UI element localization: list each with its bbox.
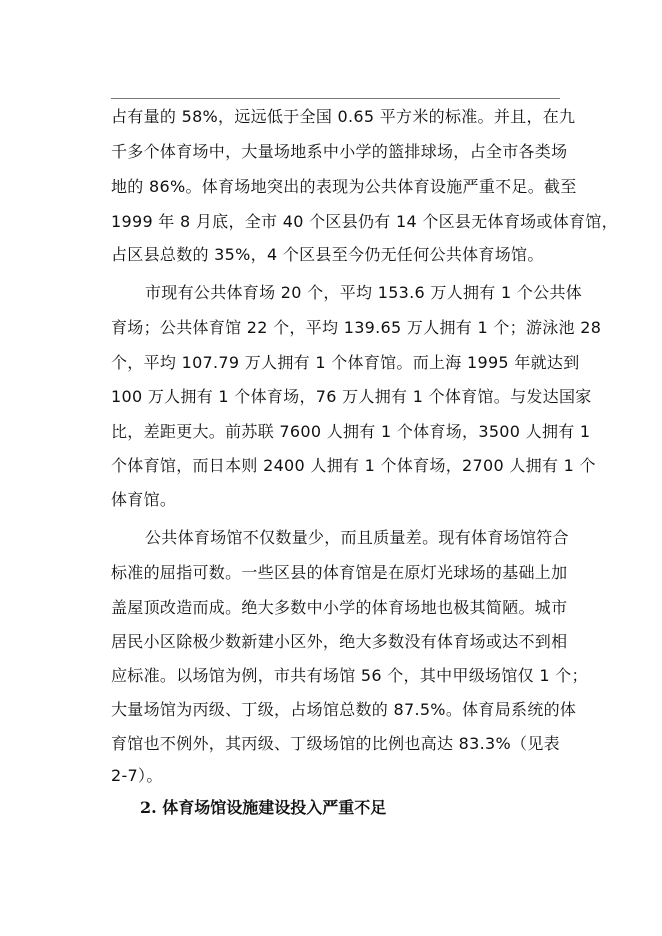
text-line: 个体育馆，而日本则 2400 人拥有 1 个体育场，2700 人拥有 1 个 — [111, 456, 596, 475]
text-line: 比，差距更大。前苏联 7600 人拥有 1 个体育场，3500 人拥有 1 — [111, 422, 591, 441]
section-heading: 2. 体育场馆设施建设投入严重不足 — [140, 798, 387, 817]
text-line: 盖屋顶改造而成。绝大多数中小学的体育场地也极其简陋。城市 — [111, 598, 568, 617]
text-line: 占有量的 58%，远远低于全国 0.65 平方米的标准。并且，在九 — [111, 107, 576, 126]
text-line: 100 万人拥有 1 个体育场，76 万人拥有 1 个体育馆。与发达国家 — [111, 387, 592, 406]
text-line: 育场；公共体育馆 22 个，平均 139.65 万人拥有 1 个；游泳池 28 — [111, 318, 602, 337]
header-rule — [111, 98, 560, 99]
text-line: 占区县总数的 35%，4 个区县至今仍无任何公共体育场馆。 — [111, 245, 544, 264]
text-line: 市现有公共体育场 20 个，平均 153.6 万人拥有 1 个公共体 — [145, 283, 583, 302]
text-line: 公共体育场馆不仅数量少，而且质量差。现有体育场馆符合 — [145, 528, 569, 547]
text-line: 地的 86%。体育场地突出的表现为公共体育设施严重不足。截至 — [111, 177, 577, 196]
text-line: 千多个体育场中，大量场地系中小学的篮排球场，占全市各类场 — [111, 142, 568, 161]
text-line: 1999 年 8 月底，全市 40 个区县仍有 14 个区县无体育场或体育馆， — [111, 212, 618, 231]
text-line: 居民小区除极少数新建小区外，绝大多数没有体育场或达不到相 — [111, 632, 568, 651]
text-line: 育馆也不例外，其丙级、丁级场馆的比例也高达 83.3%（见表 — [111, 734, 560, 753]
text-line: 应标准。以场馆为例，市共有场馆 56 个，其中甲级场馆仅 1 个； — [111, 666, 588, 685]
text-line: 体育馆。 — [111, 490, 177, 509]
text-line: 大量场馆为丙级、丁级，占场馆总数的 87.5%。体育局系统的体 — [111, 700, 577, 719]
text-line: 个，平均 107.79 万人拥有 1 个体育馆。而上海 1995 年就达到 — [111, 353, 580, 372]
text-line: 标准的屈指可数。一些区县的体育馆是在原灯光球场的基础上加 — [111, 563, 568, 582]
text-line: 2-7）。 — [111, 766, 163, 785]
